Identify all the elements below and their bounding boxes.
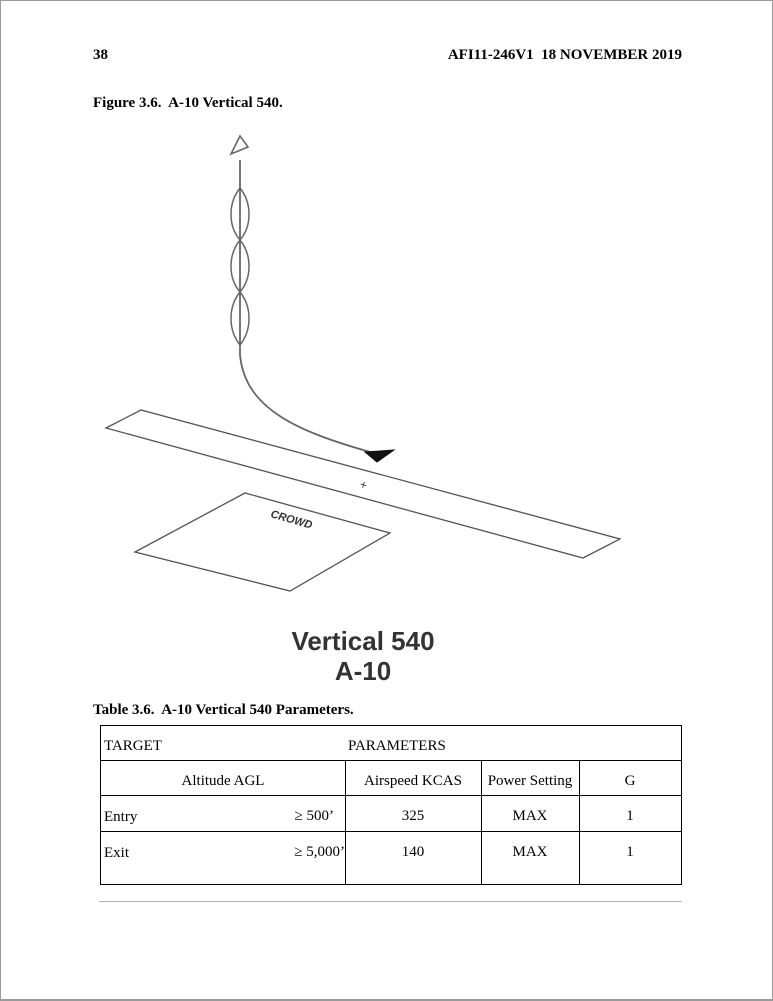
row-label: Exit (104, 845, 129, 861)
subheader-airspeed: Airspeed KCAS (364, 773, 462, 789)
row-airspeed: 140 (401, 844, 425, 860)
subheader-altitude: Altitude AGL (181, 773, 265, 789)
table-rule (101, 831, 681, 832)
flight-path (240, 160, 370, 452)
row-power: MAX (512, 844, 548, 860)
row-label: Entry (104, 809, 138, 825)
table-rule (101, 760, 681, 761)
aircraft-icon (365, 450, 394, 462)
row-power: MAX (512, 808, 548, 824)
header-parameters: PARAMETERS (348, 738, 446, 754)
show-center-mark: + (358, 477, 369, 493)
exit-arrow-icon (231, 136, 248, 154)
table-rule (101, 795, 681, 796)
row-altitude: ≥ 5,000’ (294, 844, 345, 860)
subheader-g: G (624, 773, 636, 789)
figure-caption: Figure 3.6. A-10 Vertical 540. (93, 95, 283, 111)
row-altitude: ≥ 500’ (294, 808, 334, 824)
subheader-power: Power Setting (487, 773, 573, 789)
crowd-area (135, 493, 390, 591)
document-id: AFI11-246V1 18 NOVEMBER 2019 (447, 47, 682, 63)
header-target: TARGET (104, 738, 162, 754)
figure-title: Vertical 540 (291, 626, 435, 656)
page-number: 38 (93, 47, 108, 63)
figure-subtitle: A-10 (334, 656, 392, 686)
row-g: 1 (626, 844, 634, 860)
row-g: 1 (626, 808, 634, 824)
parameters-table (100, 725, 682, 885)
bottom-rule (99, 901, 682, 902)
row-airspeed: 325 (401, 808, 425, 824)
maneuver-diagram (0, 120, 773, 620)
crowd-label: CROWD (269, 508, 314, 532)
table-caption: Table 3.6. A-10 Vertical 540 Parameters. (93, 702, 354, 718)
